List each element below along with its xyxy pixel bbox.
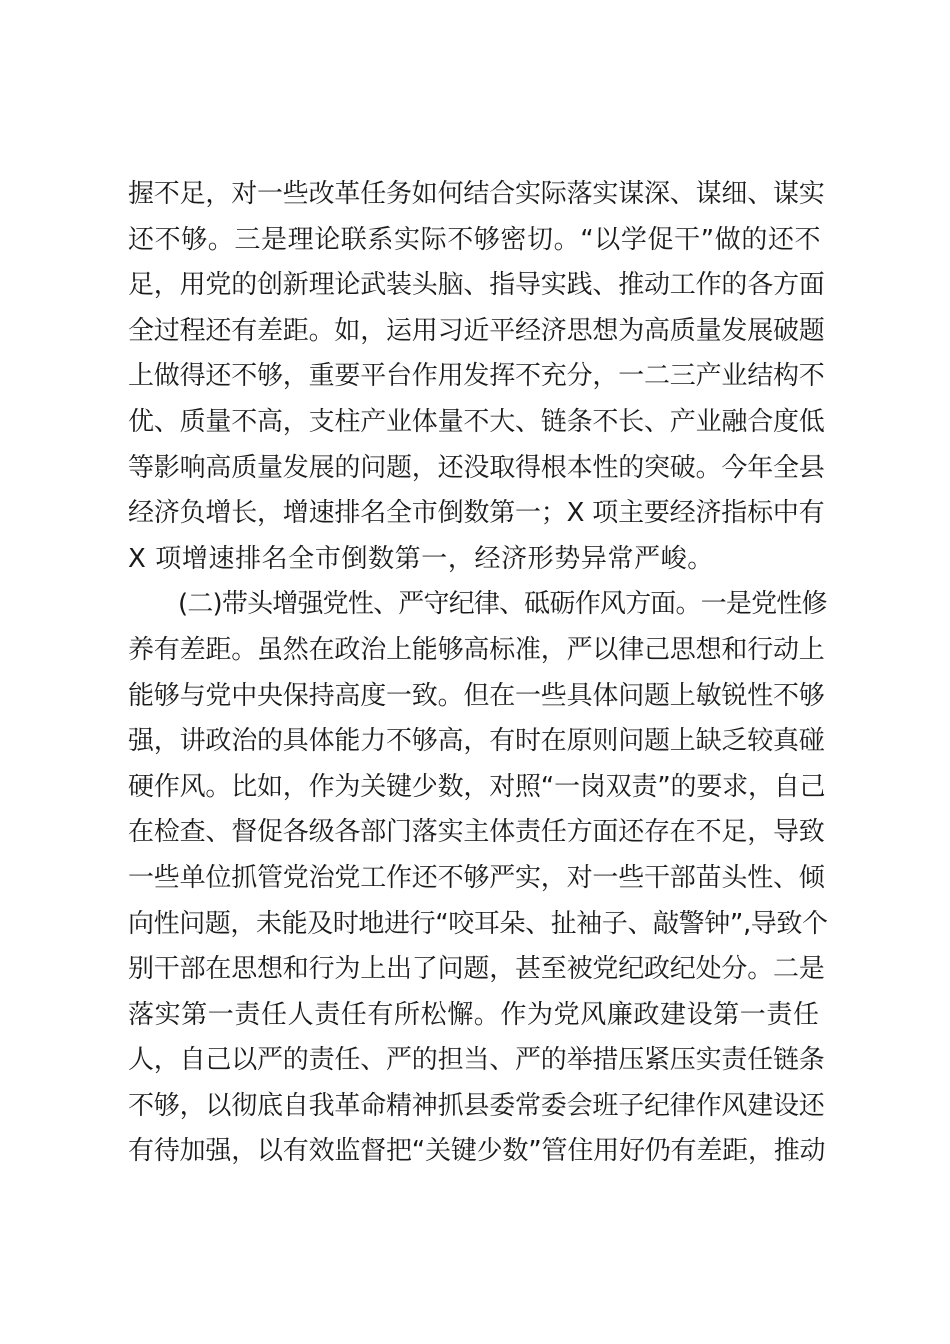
text-line: 能够与党中央保持高度一致。但在一些具体问题上敏锐性不够 <box>128 680 825 711</box>
text-line: 在检查、督促各级各部门落实主体责任方面还存在不足，导致 <box>128 817 825 848</box>
text-line: 上做得还不够，重要平台作用发挥不充分，一二三产业结构不 <box>128 361 825 392</box>
text-line: 不够，以彻底自我革命精神抓县委常委会班子纪律作风建设还 <box>128 1090 825 1121</box>
text-line: 足，用党的创新理论武装头脑、指导实践、推动工作的各方面 <box>128 270 825 301</box>
text-line: 还不够。三是理论联系实际不够密切。“以学促干”做的还不 <box>128 224 822 255</box>
text-line: 握不足，对一些改革任务如何结合实际落实谋深、谋细、谋实 <box>128 179 825 209</box>
text-line: 人，自己以严的责任、严的担当、严的举措压紧压实责任链条 <box>128 1045 825 1076</box>
text-line: 优、质量不高，支柱产业体量不大、链条不长、产业融合度低 <box>128 406 825 437</box>
text-line: 养有差距。虽然在政治上能够高标准，严以律己思想和行动上 <box>128 634 825 665</box>
text-line: 有待加强，以有效监督把“关键少数”管住用好仍有差距，推动 <box>128 1136 826 1167</box>
body-text <box>128 172 828 1175</box>
text-line: 全过程还有差距。如，运用习近平经济思想为高质量发展破题 <box>128 315 825 346</box>
text-line: X 项增速排名全市倒数第一，经济形势异常严峻。 <box>128 543 714 574</box>
section-heading-line: (二)带头增强党性、严守纪律、砥砺作风方面。一是党性修 <box>178 589 827 620</box>
text-line: 一些单位抓管党治党工作还不够严实，对一些干部苗头性、倾 <box>128 862 825 893</box>
text-line: 经济负增长，增速排名全市倒数第一；X 项主要经济指标中有 <box>128 498 825 529</box>
text-line: 向性问题，未能及时地进行“咬耳朵、扯袖子、敲警钟”,导致个 <box>128 908 828 939</box>
text-line: 硬作风。比如，作为关键少数，对照“一岗双责”的要求，自己 <box>128 771 826 802</box>
text-line: 别干部在思想和行为上出了问题，甚至被党纪政纪处分。二是 <box>128 954 825 985</box>
text-line: 等影响高质量发展的问题，还没取得根本性的突破。今年全县 <box>128 452 825 483</box>
text-line: 强，讲政治的具体能力不够高，有时在原则问题上缺乏较真碰 <box>128 726 825 757</box>
text-line: 落实第一责任人责任有所松懈。作为党风廉政建设第一责任 <box>128 999 820 1030</box>
